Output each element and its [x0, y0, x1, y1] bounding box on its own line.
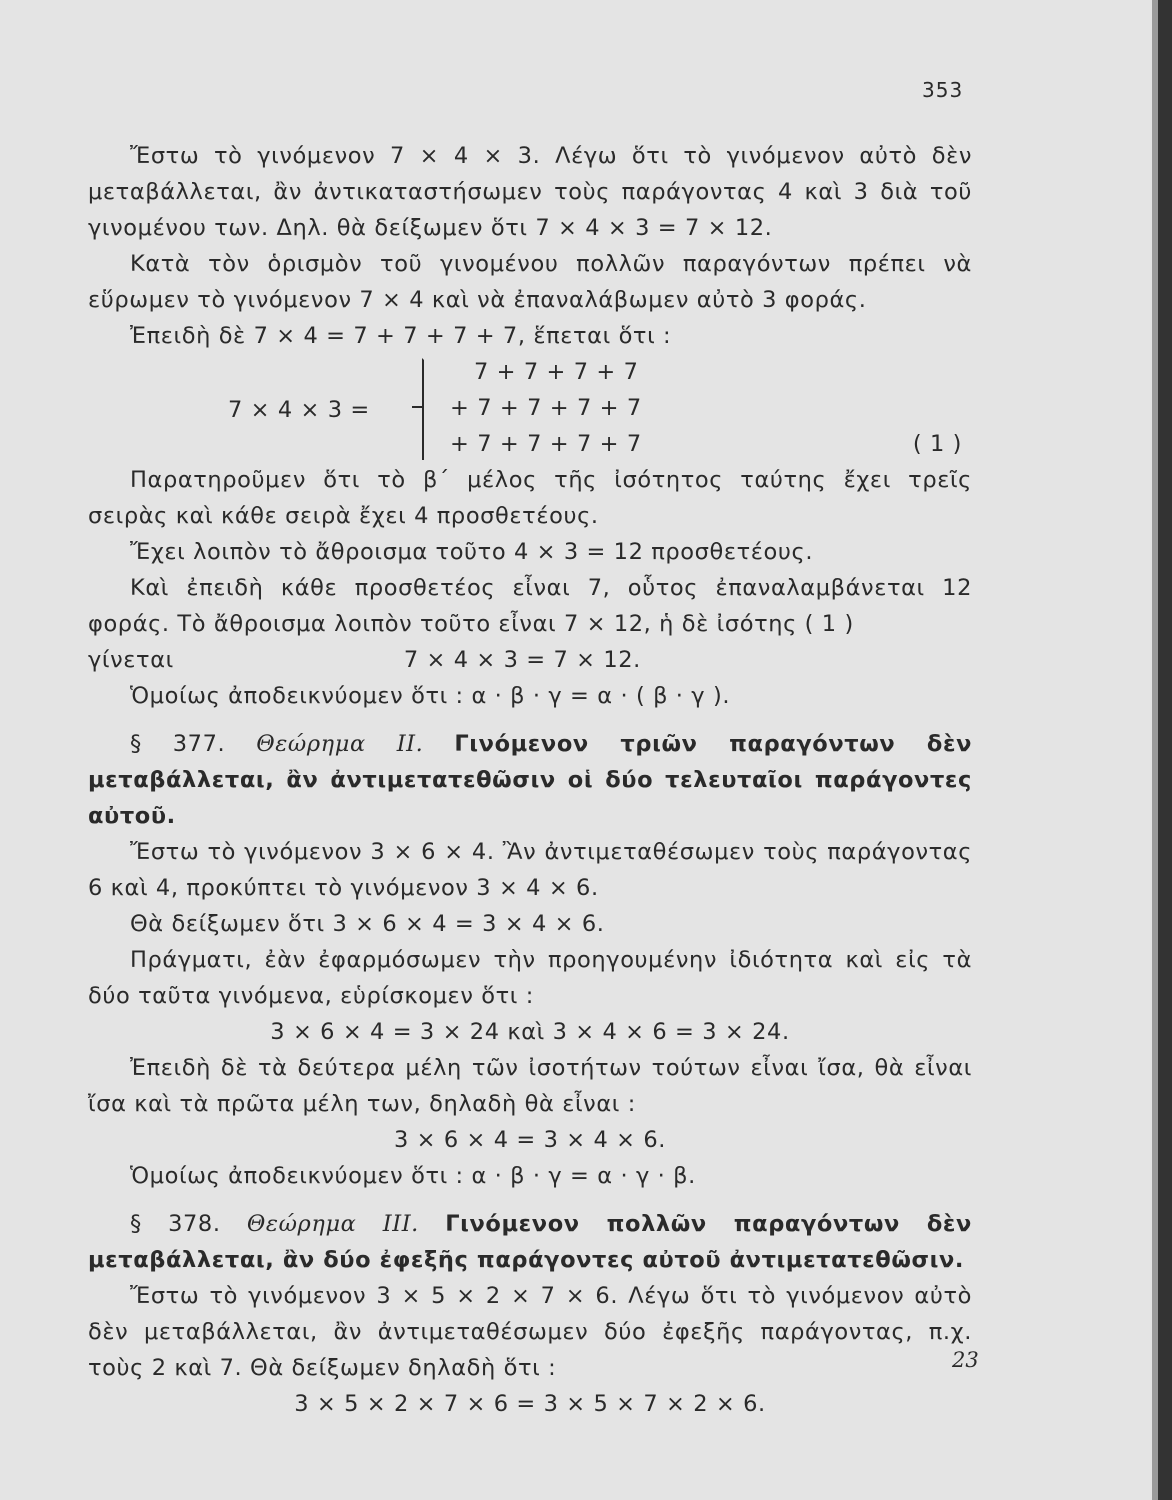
- theorem-label: Θεώρημα ΙΙ.: [256, 731, 424, 757]
- scan-edge: [1158, 0, 1172, 1500]
- page-number: 353: [922, 78, 964, 102]
- paragraph-7: Ὁμοίως ἀποδεικνύομεν ὅτι : α · β · γ = α · ( β · γ ).: [130, 683, 731, 709]
- formula-row: + 7 + 7 + 7 + 7: [450, 431, 642, 457]
- paragraph-13: Ἔστω τὸ γινόμενον 3 × 5 × 2 × 7 × 6. Λέγω ὅτι τὸ γινόμενον αὐτὸ δὲν μεταβάλλεται, ἂν ἀντιμεταθέσωμεν δύο ἐφεξῆς παράγοντας, π.χ. τοὺς 2 καὶ 7. Θὰ δείξωμεν δηλαδὴ ὅτι :: [88, 1283, 972, 1381]
- paragraph-11: Ἐπειδὴ δὲ τὰ δεύτερα μέλη τῶν ἰσοτήτων τούτων εἶναι ἴσα, θὰ εἶναι ἴσα καὶ τὰ πρῶτα μέλη των, δηλαδὴ θὰ εἶναι :: [88, 1055, 972, 1117]
- formula-left-side: 7 × 4 × 3 =: [228, 397, 370, 423]
- paragraph-8: Ἔστω τὸ γινόμενον 3 × 6 × 4. Ἂν ἀντιμεταθέσωμεν τοὺς παράγοντας 6 καὶ 4, προκύπτει τὸ γινόμενον 3 × 4 × 6.: [88, 839, 972, 901]
- word-ginetai: γίνεται: [88, 647, 174, 673]
- paragraph-3: Ἐπειδὴ δὲ 7 × 4 = 7 + 7 + 7 + 7, ἕπεται ὅτι :: [130, 323, 672, 349]
- theorem-statement: Γινόμενον τριῶν παραγόντων δὲν μεταβάλλεται, ἂν ἀντιμετατεθῶσιν οἱ δύο τελευταῖοι παράγοντες αὐτοῦ.: [88, 731, 972, 829]
- paragraph-6b: [88, 642, 972, 678]
- formula-4: 3 × 5 × 2 × 7 × 6 = 3 × 5 × 7 × 2 × 6.: [294, 1391, 766, 1417]
- paragraph-10: Πράγματι, ἐὰν ἐφαρμόσωμεν τὴν προηγουμένην ἰδιότητα καὶ εἰς τὰ δύο ταῦτα γινόμενα, εὑρίσκομεν ὅτι :: [88, 947, 972, 1009]
- paragraph-9: Θὰ δείξωμεν ὅτι 3 × 6 × 4 = 3 × 4 × 6.: [130, 911, 605, 937]
- paragraph-2: Κατὰ τὸν ὁρισμὸν τοῦ γινομένου πολλῶν παραγόντων πρέπει νὰ εὕρωμεν τὸ γινόμενον 7 × 4 καὶ νὰ ἐπαναλάβωμεν αὐτὸ 3 φοράς.: [88, 251, 972, 313]
- paragraph-1: Ἔστω τὸ γινόμενον 7 × 4 × 3. Λέγω ὅτι τὸ γινόμενον αὐτὸ δὲν μεταβάλλεται, ἂν ἀντικαταστήσωμεν τοὺς παράγοντας 4 καὶ 3 διὰ τοῦ γινομένου των. Δηλ. θὰ δείξωμεν ὅτι 7 × 4 × 3 = 7 × 12.: [88, 143, 972, 241]
- section-377-heading: [88, 726, 972, 834]
- formula-3: 3 × 6 × 4 = 3 × 4 × 6.: [393, 1127, 667, 1153]
- signature-mark: 23: [952, 1348, 979, 1372]
- formula-result: 7 × 4 × 3 = 7 × 12.: [403, 647, 641, 673]
- paragraph-5: Ἔχει λοιπὸν τὸ ἄθροισμα τοῦτο 4 × 3 = 12 προσθετέους.: [130, 539, 814, 565]
- formula-sum-rows: [88, 354, 972, 462]
- paragraph-4: Παρατηροῦμεν ὅτι τὸ β΄ μέλος τῆς ἰσότητος ταύτης ἔχει τρεῖς σειρὰς καὶ κάθε σειρὰ ἔχει 4 προσθετέους.: [88, 467, 972, 529]
- section-378-heading: [88, 1206, 972, 1278]
- paragraph-12: Ὁμοίως ἀποδεικνύομεν ὅτι : α · β · γ = α · γ · β.: [130, 1163, 696, 1189]
- theorem-statement: Γινόμενον πολλῶν παραγόντων δὲν μεταβάλλεται, ἂν δύο ἐφεξῆς παράγοντες αὐτοῦ ἀντιμετατεθῶσιν.: [88, 1211, 972, 1273]
- formula-row: 7 + 7 + 7 + 7: [474, 359, 639, 385]
- equation-tag: ( 1 ): [912, 431, 962, 457]
- theorem-label: Θεώρημα ΙΙΙ.: [246, 1211, 419, 1237]
- paragraph-6: Καὶ ἐπειδὴ κάθε προσθετέος εἶναι 7, οὗτος ἐπαναλαμβάνεται 12 φοράς. Τὸ ἄθροισμα λοιπὸν τοῦτο εἶναι 7 × 12, ἡ δὲ ἰσότης ( 1 ): [88, 575, 972, 637]
- section-number: § 377.: [130, 731, 226, 757]
- formula-row: + 7 + 7 + 7 + 7: [450, 395, 642, 421]
- formula-2: 3 × 6 × 4 = 3 × 24 καὶ 3 × 4 × 6 = 3 × 24.: [270, 1019, 790, 1045]
- section-number: § 378.: [130, 1211, 221, 1237]
- brace: [422, 358, 434, 460]
- page-body: [88, 138, 972, 1422]
